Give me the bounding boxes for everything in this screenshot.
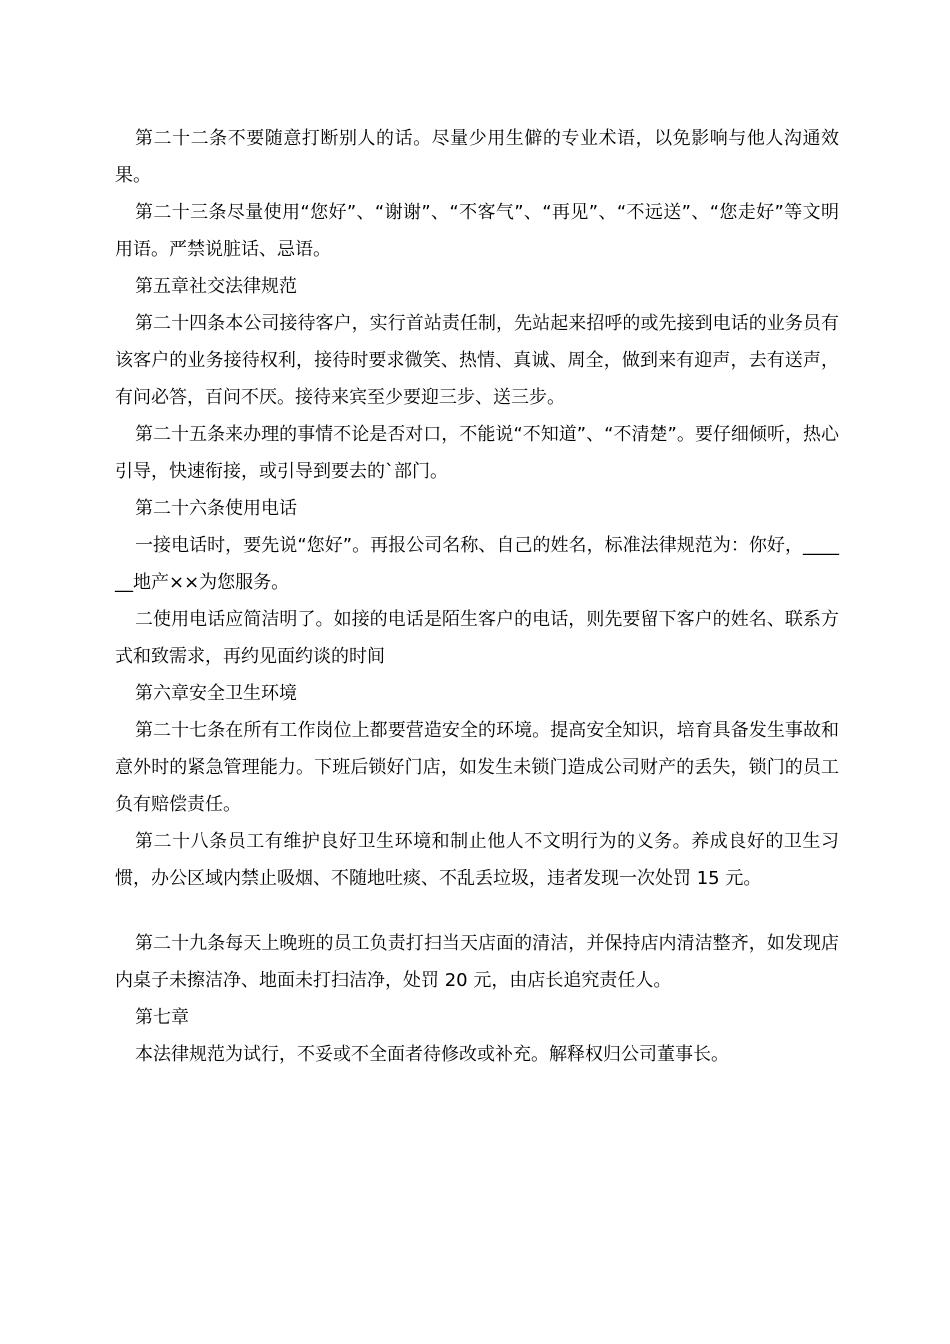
article-28: 第二十八条员工有维护良好卫生环境和制止他人不文明行为的义务。养成良好的卫生习惯，办公区域内禁止吸烟、不随地吐痰、不乱丢垃圾，违者发现一次处罚 15 元。 bbox=[115, 831, 839, 889]
article-22: 第二十二条不要随意打断别人的话。尽量少用生僻的专业术语，以免影响与他人沟通效果。 bbox=[115, 128, 839, 186]
article-27: 第二十七条在所有工作岗位上都要营造安全的环境。提高安全知识，培育具备发生事故和意外时的紧急管理能力。下班后锁好门店，如发生未锁门造成公司财产的丢失，锁门的员工负有赔偿责任。 bbox=[115, 720, 839, 815]
article-26-item-1: 一接电话时，要先说“您好”。再报公司名称、自己的姓名，标准法律规范为：你好，______地产××为您服务。 bbox=[115, 535, 839, 593]
article-29: 第二十九条每天上晚班的员工负责打扫当天店面的清洁，并保持店内清洁整齐，如发现店内桌子未擦洁净、地面未打扫洁净，处罚 20 元，由店长追究责任人。 bbox=[115, 933, 839, 991]
document-body bbox=[115, 120, 839, 1073]
article-26-heading: 第二十六条使用电话 bbox=[135, 498, 297, 519]
article-24: 第二十四条本公司接待客户，实行首站责任制，先站起来招呼的或先接到电话的业务员有该客户的业务接待权利，接待时要求微笑、热情、真诚、周全，做到来有迎声，去有送声，有问必答，百问不厌。接待来宾至少要迎三步、送三步。 bbox=[115, 313, 839, 408]
chapter-5-heading: 第五章社交法律规范 bbox=[135, 276, 297, 297]
article-23: 第二十三条尽量使用“您好”、“谢谢”、“不客气”、“再见”、“不远送”、“您走好”等文明用语。严禁说脏话、忌语。 bbox=[115, 202, 839, 260]
chapter-6-heading: 第六章安全卫生环境 bbox=[135, 683, 297, 704]
chapter-7-heading: 第七章 bbox=[135, 1007, 189, 1028]
closing-statement: 本法律规范为试行，不妥或不全面者待修改或补充。解释权归公司董事长。 bbox=[135, 1044, 729, 1065]
article-26-item-2: 二使用电话应简洁明了。如接的电话是陌生客户的电话，则先要留下客户的姓名、联系方式和致需求，再约见面约谈的时间 bbox=[115, 609, 839, 667]
article-25: 第二十五条来办理的事情不论是否对口，不能说“不知道”、“不清楚”。要仔细倾听，热心引导，快速衔接，或引导到要去的`部门。 bbox=[115, 424, 839, 482]
